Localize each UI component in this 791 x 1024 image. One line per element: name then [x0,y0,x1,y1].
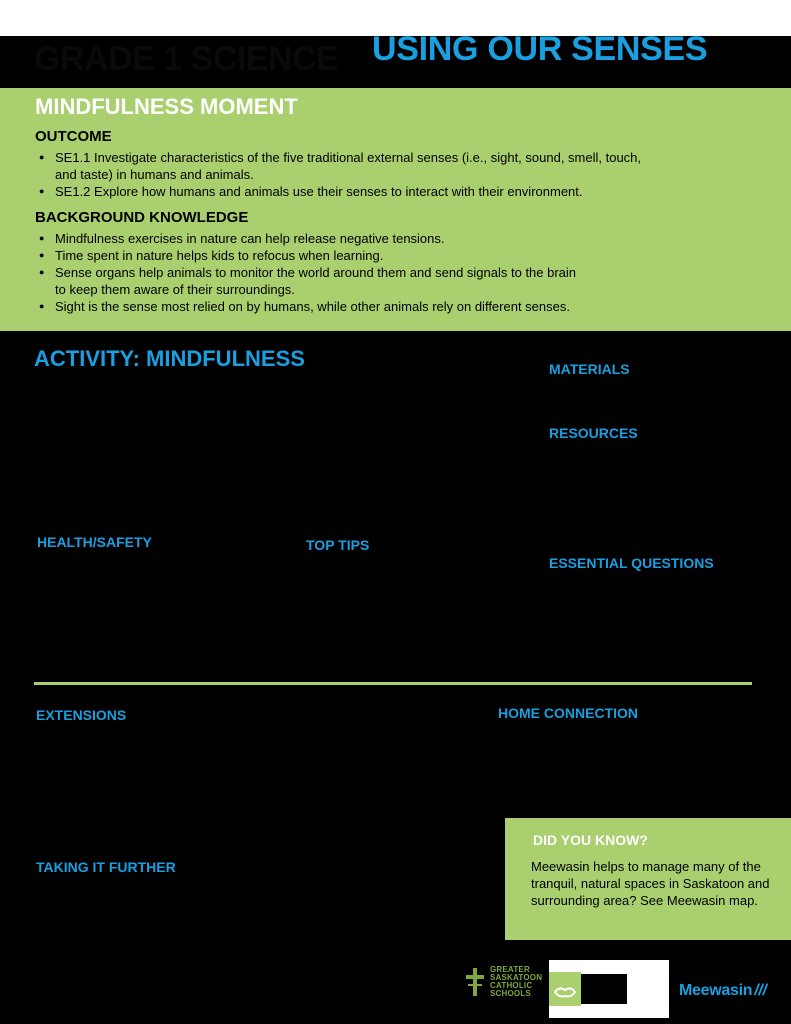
meewasin-logo [679,982,767,1000]
gscs-logo-text: GREATER SASKATOON CATHOLIC SCHOOLS [490,965,543,998]
outcome-section [35,128,735,200]
partner-logo-dark [581,974,627,1004]
background-item: ● Sight is the sense most relied on by humans, while other animals rely on different senses. [35,298,735,315]
lesson-title: MINDFULNESS MOMENT [35,94,298,119]
gscs-logo [464,965,543,998]
background-item: ● Time spent in nature helps kids to refocus when learning. [35,247,735,264]
cross-icon [464,966,486,998]
taking-further-heading: TAKING IT FURTHER [36,859,176,875]
hands-icon [549,972,581,1006]
background-heading: BACKGROUND KNOWLEDGE [35,209,249,226]
outcome-list [35,149,735,200]
grade-label: GRADE 1 SCIENCE [34,40,339,78]
top-tips-heading: TOP TIPS [306,537,370,553]
activity-heading: ACTIVITY: MINDFULNESS [34,346,305,371]
did-you-know-box [505,818,791,940]
background-list [35,230,735,315]
meewasin-logo-text: Meewasin [679,982,753,999]
resources-heading: RESOURCES [549,425,638,441]
essential-questions-heading: ESSENTIAL QUESTIONS [549,555,714,571]
lesson-panel [0,88,791,331]
background-item: ● Mindfulness exercises in nature can help release negative tensions. [35,230,735,247]
extensions-heading: EXTENSIONS [36,707,127,723]
outcome-heading: OUTCOME [35,128,112,145]
outcome-item: ● SE1.2 Explore how humans and animals use their senses to interact with their environment. [35,183,735,200]
section-divider [34,682,752,685]
wave-icon: /// [754,982,767,999]
page-title: USING OUR SENSES [372,30,708,68]
did-you-know-text: Meewasin helps to manage many of the tranquil, natural spaces in Saskatoon and surrounding area? See Meewasin map. [531,859,770,908]
outcome-item: ● SE1.1 Investigate characteristics of the five traditional external senses (i.e., sight, sound, smell, touch, and taste) in humans and animals. [35,149,735,183]
materials-heading: MATERIALS [549,361,630,377]
health-safety-heading: HEALTH/SAFETY [37,534,152,550]
home-connection-heading: HOME CONNECTION [498,705,638,721]
background-item: ● Sense organs help animals to monitor the world around them and send signals to the brain to keep them aware of their surroundings. [35,264,735,298]
background-section [35,209,735,315]
did-you-know-heading: DID YOU KNOW? [533,832,648,848]
